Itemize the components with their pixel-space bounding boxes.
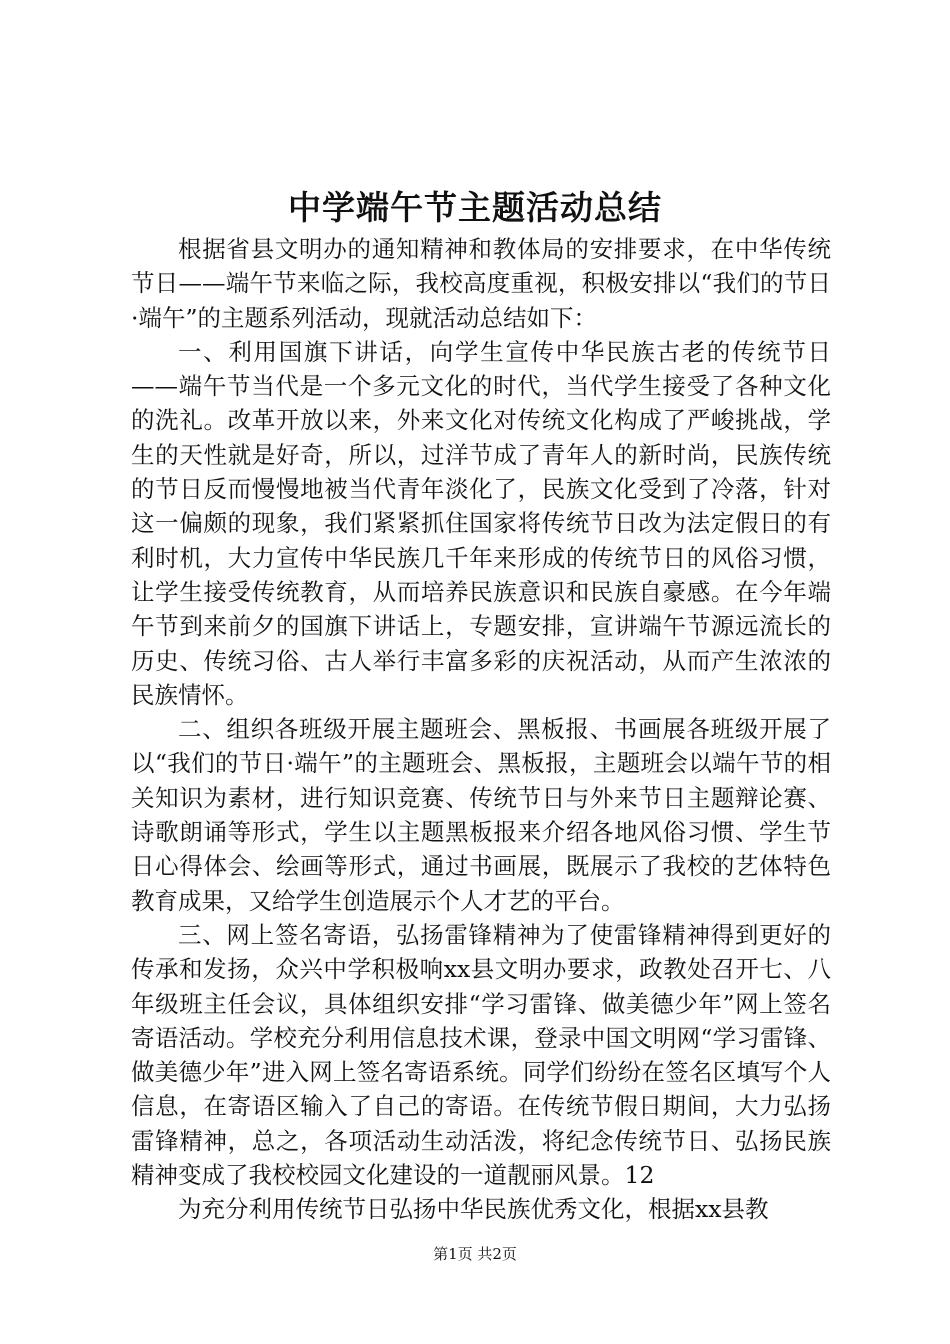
document-title: 中学端午节主题活动总结 [288,188,662,227]
document-body [131,232,831,1227]
paragraph-section-three: 三、网上签名寄语，弘扬雷锋精神为了使雷锋精神得到更好的传承和发扬，众兴中学积极响xx县文明办要求，政教处召开七、八年级班主任会议，具体组织安排“学习雷锋、做美德少年”网上签名寄语活动。学校充分利用信息技术课，登录中国文明网“学习雷锋、做美德少年”进入网上签名寄语系统。同学们纷纷在签名区填写个人信息，在寄语区输入了自己的寄语。在传统节假日期间，大力弘扬雷锋精神，总之，各项活动生动活泼，将纪念传统节日、弘扬民族精神变成了我校校园文化建设的一道靓丽风景。12 [131,920,831,1190]
paragraph-section-two: 二、组织各班级开展主题班会、黑板报、书画展各班级开展了以“我们的节日·端午”的主题班会、黑板报，主题班会以端午节的相关知识为素材，进行知识竞赛、传统节日与外来节日主题辩论赛、诗歌朗诵等形式，学生以主题黑板报来介绍各地风俗习惯、学生节日心得体会、绘画等形式，通过书画展，既展示了我校的艺体特色教育成果，又给学生创造展示个人才艺的平台。 [131,715,831,915]
paragraph-section-one: 一、利用国旗下讲话，向学生宣传中华民族古老的传统节日——端午节当代是一个多元文化的时代，当代学生接受了各种文化的洗礼。改革开放以来，外来文化对传统文化构成了严峻挑战，学生的天性就是好奇，所以，过洋节成了青年人的新时尚，民族传统的节日反而慢慢地被当代青年淡化了，民族文化受到了冷落，针对这一偏颇的现象，我们紧紧抓住国家将传统节日改为法定假日的有利时机，大力宣传中华民族几千年来形成的传统节日的风俗习惯，让学生接受传统教育，从而培养民族意识和民族自豪感。在今年端午节到来前夕的国旗下讲话上，专题安排，宣讲端午节源远流长的历史、传统习俗、古人举行丰富多彩的庆祝活动，从而产生浓浓的民族情怀。 [131,337,831,709]
paragraph-continuation: 为充分利用传统节日弘扬中华民族优秀文化，根据xx县教 [178,1195,769,1224]
page-number-footer: 第1页 共2页 [433,1245,517,1263]
paragraph-intro: 根据省县文明办的通知精神和教体局的安排要求，在中华传统节日——端午节来临之际，我校高度重视，积极安排以“我们的节日·端午”的主题系列活动，现就活动总结如下： [131,235,831,332]
